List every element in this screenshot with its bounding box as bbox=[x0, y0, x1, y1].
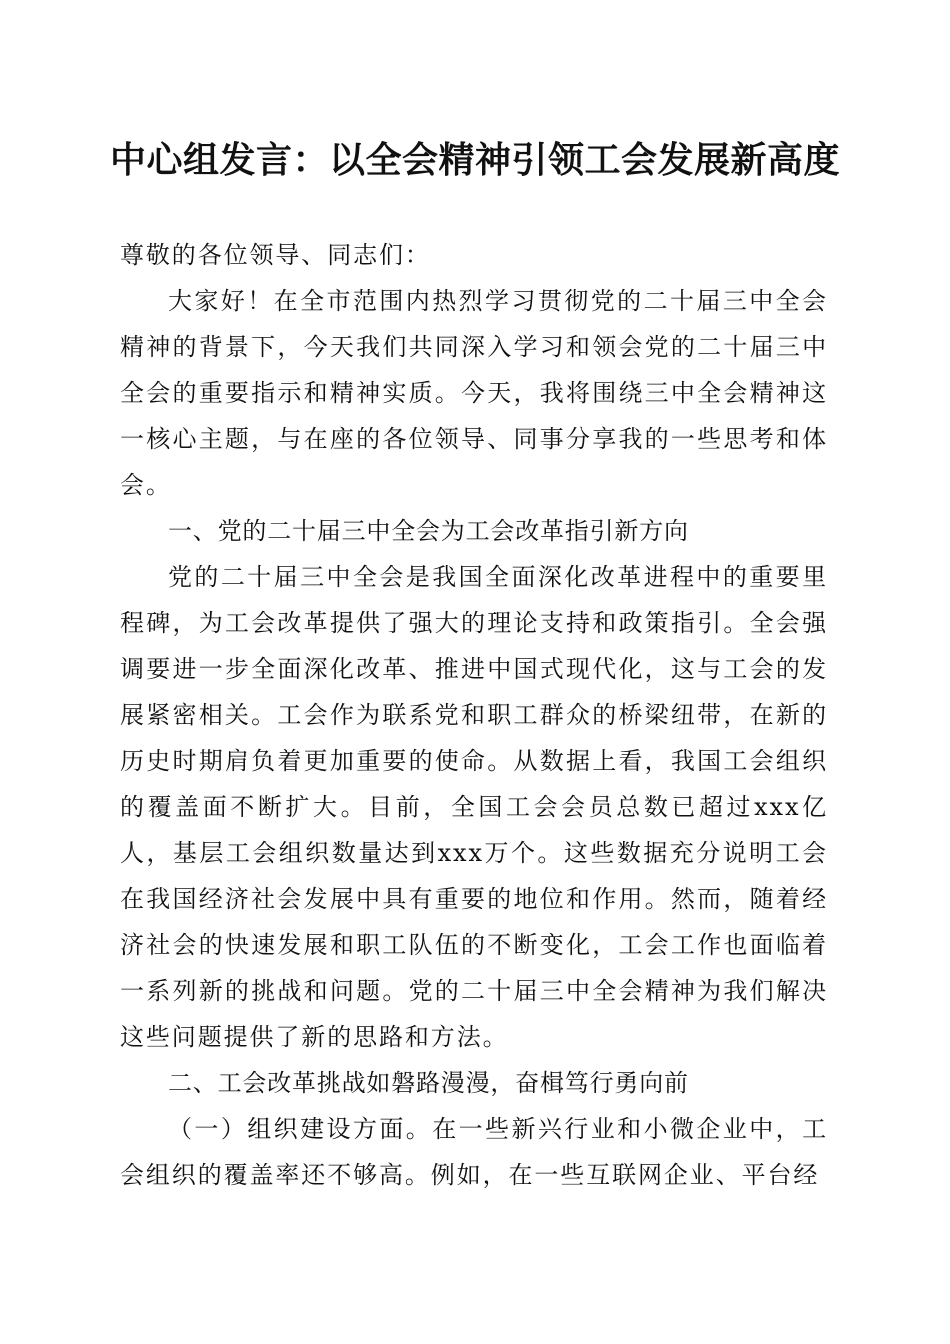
intro-paragraph: 大家好！在全市范围内热烈学习贯彻党的二十届三中全会精神的背景下，今天我们共同深入学习和领会党的二十届三中全会的重要指示和精神实质。今天，我将围绕三中全会精神这一核心主题，与在座的各位领导、同事分享我的一些思考和体会。 bbox=[120, 287, 828, 499]
document-body bbox=[120, 232, 828, 1198]
section-1-heading: 一、党的二十届三中全会为工会改革指引新方向 bbox=[168, 517, 689, 545]
section-2-paragraph: （一）组织建设方面。在一些新兴行业和小微企业中，工会组织的覆盖率还不够高。例如，在一些互联网企业、平台经 bbox=[120, 1115, 828, 1189]
section-1-paragraph: 党的二十届三中全会是我国全面深化改革进程中的重要里程碑，为工会改革提供了强大的理论支持和政策指引。全会强调要进一步全面深化改革、推进中国式现代化，这与工会的发展紧密相关。工会作为联系党和职工群众的桥梁纽带，在新的历史时期肩负着更加重要的使命。从数据上看，我国工会组织的覆盖面不断扩大。目前，全国工会会员总数已超过xxx亿人，基层工会组织数量达到xxx万个。这些数据充分说明工会在我国经济社会发展中具有重要的地位和作用。然而，随着经济社会的快速发展和职工队伍的不断变化，工会工作也面临着一系列新的挑战和问题。党的二十届三中全会精神为我们解决这些问题提供了新的思路和方法。 bbox=[120, 563, 828, 1051]
section-2-heading: 二、工会改革挑战如磐路漫漫，奋楫笃行勇向前 bbox=[168, 1069, 689, 1097]
salutation: 尊敬的各位领导、同志们： bbox=[120, 241, 431, 269]
document-title: 中心组发言：以全会精神引领工会发展新高度 bbox=[109, 139, 840, 181]
